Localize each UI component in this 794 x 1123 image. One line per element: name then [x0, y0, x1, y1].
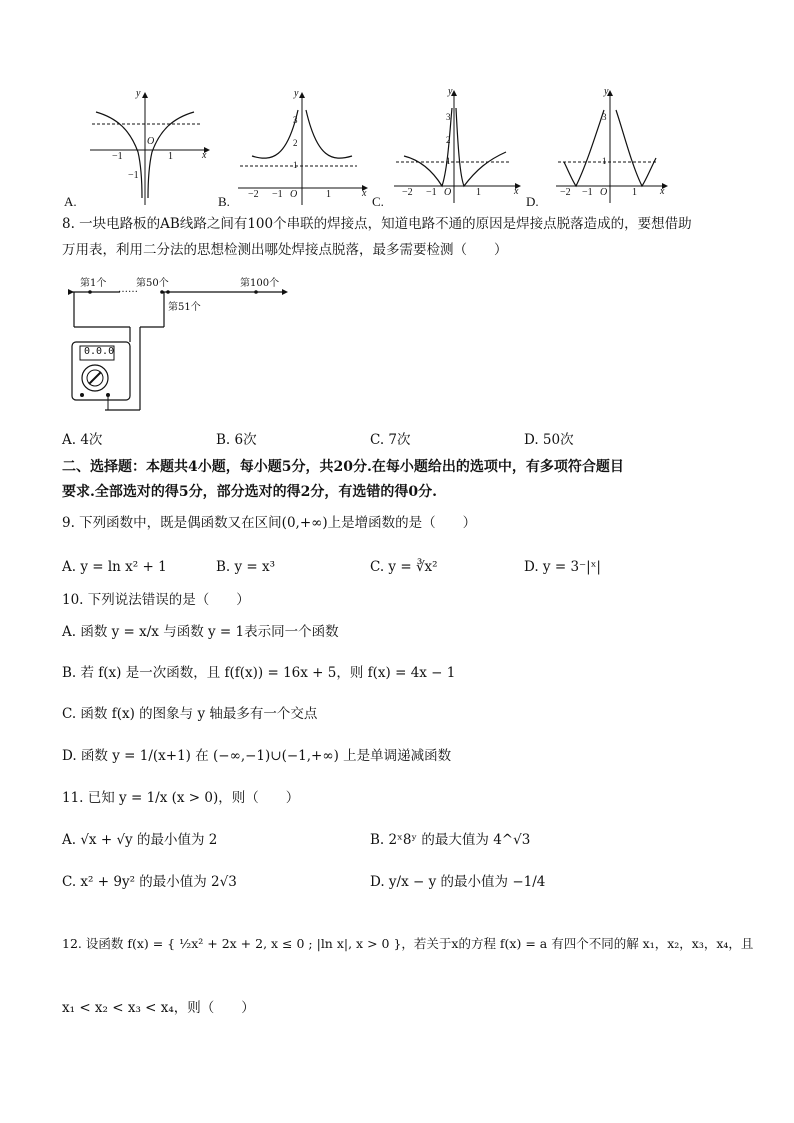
graph-d-tick-m1: −1 — [582, 187, 593, 198]
graph-c-origin: O — [444, 187, 452, 198]
section2-heading-line2: 要求.全部选对的得5分，部分选对的得2分，有选错的得0分. — [62, 484, 437, 500]
graph-b-tick-3: 3 — [293, 115, 298, 125]
q8-option-d: D. 50次 — [524, 432, 574, 448]
section2-heading-line1: 二、选择题：本题共4小题，每小题5分，共20分.在每小题给出的选项中，有多项符合题目 — [62, 459, 624, 475]
q8-stem-line1: 8. 一块电路板的AB线路之间有100个串联的焊接点，知道电路不通的原因是焊接点脱落造成的，要想借助 — [62, 216, 692, 232]
graph-a-tick-neg1: −1 — [128, 170, 139, 181]
q11-option-b: B. 2ˣ8ʸ 的最大值为 4^√3 — [370, 832, 531, 848]
graph-option-d — [552, 88, 672, 208]
graph-d-x-label: x — [660, 186, 665, 197]
graph-c-letter: C. — [372, 194, 384, 209]
q10-option-b: B. 若 f(x) 是一次函数，且 f(f(x)) = 16x + 5，则 f(x) = 4x − 1 — [62, 665, 456, 681]
graph-c-tick-1: 1 — [446, 156, 451, 166]
q8-option-a: A. 4次 — [62, 432, 103, 448]
circuit-diagram — [60, 272, 290, 417]
graph-c-x-label: x — [514, 186, 519, 197]
q10-option-c: C. 函数 f(x) 的图象与 y 轴最多有一个交点 — [62, 706, 318, 722]
graph-d-origin: O — [600, 187, 608, 198]
solder-point-50-label: 第50个 — [136, 278, 169, 289]
graph-d-letter: D. — [526, 194, 539, 209]
solder-point-51-label: 第51个 — [168, 302, 201, 313]
graph-a-svg — [62, 90, 212, 210]
q9-stem: 9. 下列函数中，既是偶函数又在区间(0,+∞)上是增函数的是（ ） — [62, 515, 477, 531]
q12-stem-line2: x₁ < x₂ < x₃ < x₄，则（ ） — [62, 1000, 255, 1016]
graph-c-tick-m1: −1 — [426, 187, 437, 198]
graph-b-letter: B. — [218, 194, 230, 209]
graph-b-tick-p1: 1 — [326, 189, 331, 200]
graph-b-tick-m2: −2 — [248, 189, 259, 200]
graph-option-a — [62, 90, 212, 210]
graph-b-tick-1: 1 — [293, 160, 298, 170]
q8-stem-line2: 万用表，利用二分法的思想检测出哪处焊接点脱落，最多需要检测（ ） — [62, 242, 508, 258]
graph-d-tick-3: 3 — [602, 112, 607, 122]
graph-c-tick-p1: 1 — [476, 187, 481, 198]
q11-stem: 11. 已知 y = 1/x (x > 0)，则（ ） — [62, 790, 300, 806]
multimeter-display: 0.0.0 — [84, 346, 115, 357]
graph-a-x-label: x — [202, 150, 207, 161]
q10-option-a: A. 函数 y = x/x 与函数 y = 1表示同一个函数 — [62, 624, 339, 640]
q8-option-b: B. 6次 — [216, 432, 257, 448]
circuit-diagram-svg — [60, 272, 290, 417]
graph-c-tick-2: 2 — [446, 135, 451, 145]
graph-a-letter: A. — [64, 194, 77, 209]
graph-option-c — [390, 88, 525, 208]
graph-b-origin: O — [290, 189, 298, 200]
graph-a-tick-m1: −1 — [112, 151, 123, 162]
q11-option-d: D. y/x − y 的最小值为 −1/4 — [370, 874, 546, 890]
graph-c-y-label: y — [448, 86, 453, 97]
q9-option-c: C. y = ∛x² — [370, 559, 438, 575]
graph-d-y-label: y — [604, 86, 609, 97]
graph-b-x-label: x — [362, 188, 367, 199]
solder-point-1-label: 第1个 — [80, 278, 107, 289]
q10-option-d: D. 函数 y = 1/(x+1) 在 (−∞,−1)∪(−1,+∞) 上是单调递减函数 — [62, 748, 452, 764]
q9-option-b: B. y = x³ — [216, 559, 276, 575]
ellipsis-dots: …… — [118, 284, 138, 295]
graph-a-origin: O — [147, 136, 155, 147]
graph-b-tick-m1: −1 — [272, 189, 283, 200]
graph-d-tick-m2: −2 — [560, 187, 571, 198]
graph-c-tick-m2: −2 — [402, 187, 413, 198]
graph-d-tick-1: 1 — [602, 156, 607, 166]
graph-b-tick-2: 2 — [293, 138, 298, 148]
solder-point-100-label: 第100个 — [240, 278, 280, 289]
graph-b-y-label: y — [294, 88, 299, 99]
q11-option-c: C. x² + 9y² 的最小值为 2√3 — [62, 874, 237, 890]
graph-option-b — [232, 90, 372, 210]
q9-option-d: D. y = 3⁻|ˣ| — [524, 559, 601, 575]
graph-d-tick-p1: 1 — [632, 187, 637, 198]
graph-c-tick-3: 3 — [446, 112, 451, 122]
q10-stem: 10. 下列说法错误的是（ ） — [62, 592, 250, 608]
graph-a-y-label: y — [136, 88, 141, 99]
q11-option-a: A. √x + √y 的最小值为 2 — [62, 832, 218, 848]
graph-a-tick-1: 1 — [168, 151, 173, 162]
q12-stem-line1: 12. 设函数 f(x) = { ½x² + 2x + 2, x ≤ 0 ; |ln x|, x > 0 }，若关于x的方程 f(x) = a 有四个不同的解 x₁，x₂，x₃，x₄，且 — [62, 936, 754, 951]
q8-option-c: C. 7次 — [370, 432, 411, 448]
q9-option-a: A. y = ln x² + 1 — [62, 559, 167, 575]
